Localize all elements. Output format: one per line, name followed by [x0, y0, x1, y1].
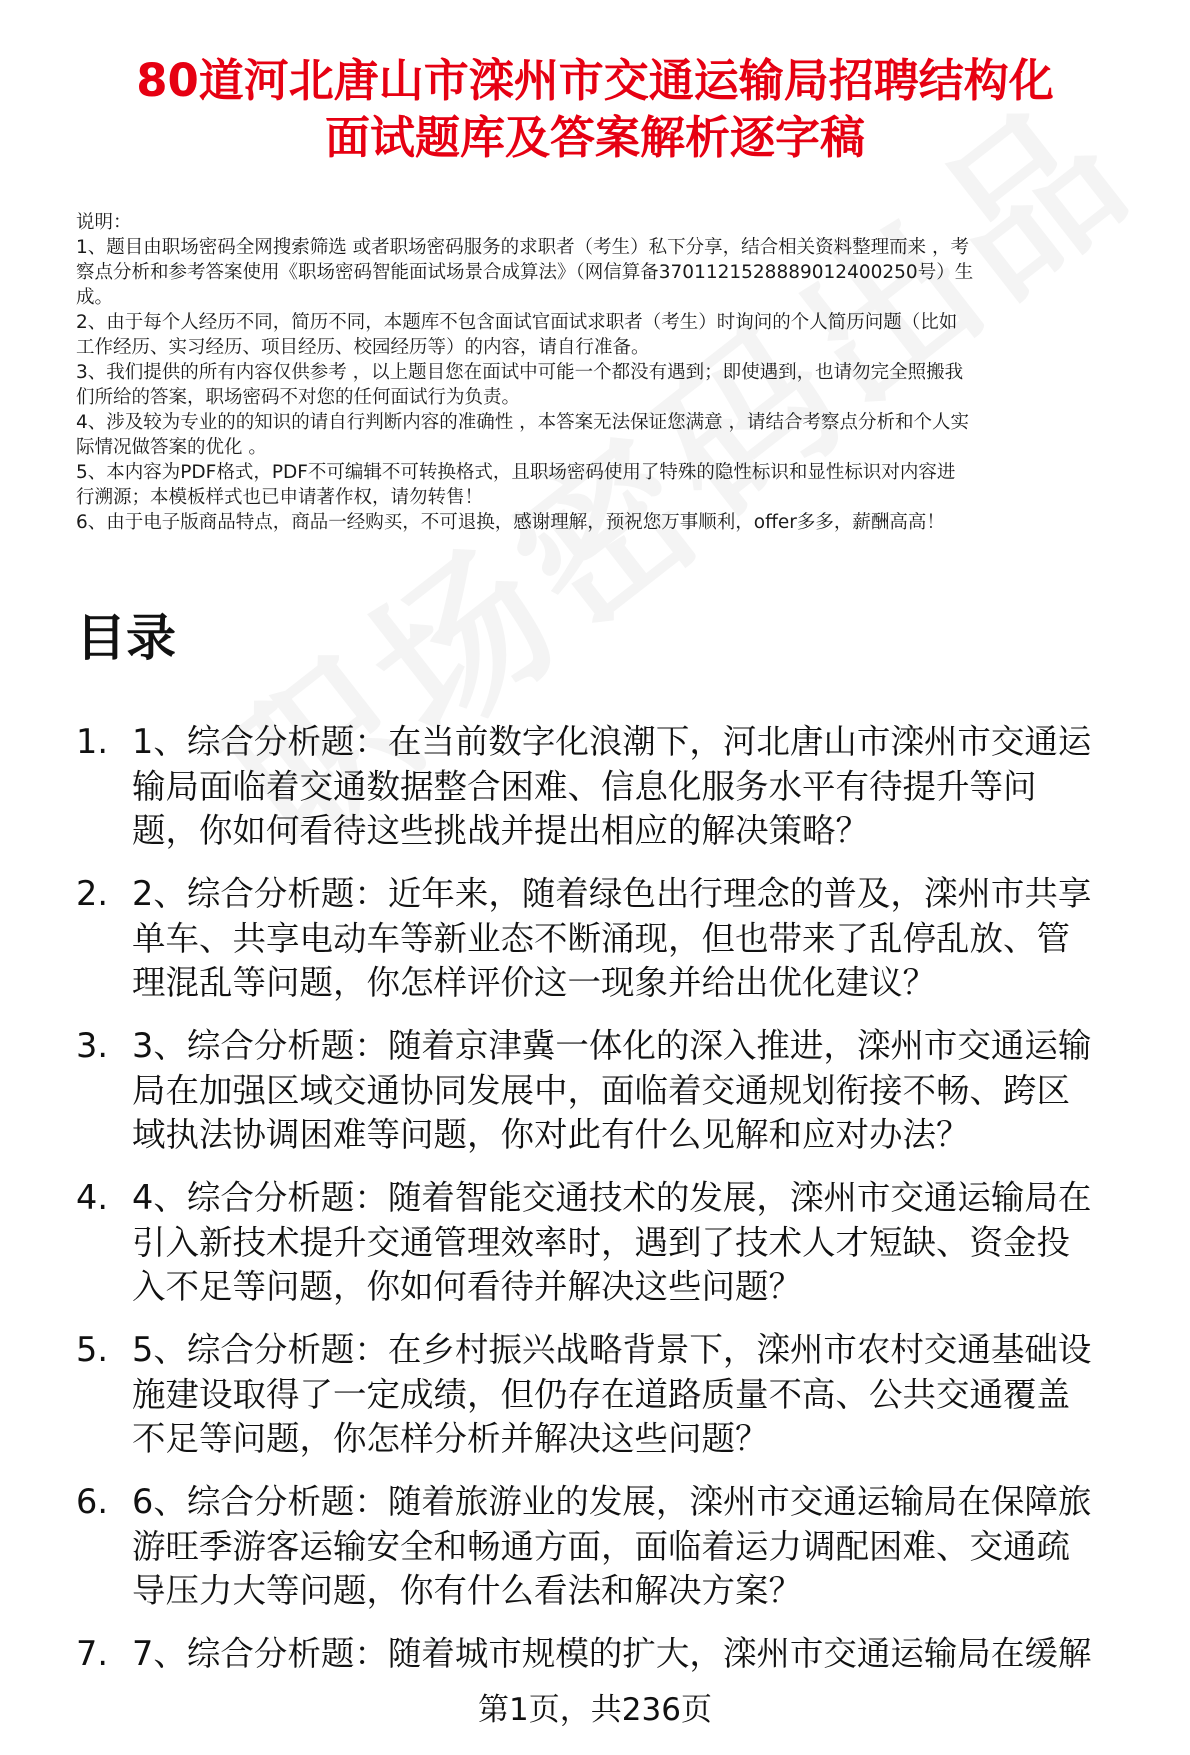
toc-item-text[interactable]: 6、综合分析题：随着旅游业的发展，滦州市交通运输局在保障旅 游旺季游客运输安全和畅通方面，面临着运力调配困难、交通疏 导压力大等问题，你有什么看法和解决方案？ — [132, 1482, 1092, 1610]
notes-line: 们所给的答案，职场密码不对您的任何面试行为负责。 — [76, 387, 521, 408]
notes-line: 成。 — [76, 287, 114, 308]
toc-list — [76, 720, 1176, 1695]
title-line-1: 80道河北唐山市滦州市交通运输局招聘结构化 — [136, 54, 1054, 107]
toc-item[interactable] — [76, 872, 1176, 1006]
toc-item-number: 1. — [76, 722, 108, 761]
notes-section — [76, 210, 1166, 535]
toc-item-number: 3. — [76, 1026, 108, 1065]
toc-item-number: 5. — [76, 1330, 108, 1369]
title-line-2: 面试题库及答案解析逐字稿 — [324, 111, 865, 164]
toc-item[interactable] — [76, 1024, 1176, 1158]
notes-line: 1、题目由职场密码全网搜索筛选 或者职场密码服务的求职者（考生）私下分享，结合相关资料整理而来 ，考 — [76, 237, 970, 258]
notes-line: 工作经历、实习经历、项目经历、校园经历等）的内容，请自行准备。 — [76, 337, 650, 358]
notes-line: 察点分析和参考答案使用《职场密码智能面试场景合成算法》（网信算备3701121528889012400250号）生 — [76, 262, 974, 283]
toc-item[interactable] — [76, 1328, 1176, 1462]
notes-line: 2、由于每个人经历不同，简历不同，本题库不包含面试官面试求职者（考生）时询问的个人简历问题（比如 — [76, 312, 958, 333]
notes-line: 行溯源；本模板样式也已申请著作权，请勿转售！ — [76, 487, 484, 508]
notes-line: 际情况做答案的优化 。 — [76, 437, 267, 458]
toc-item-number: 4. — [76, 1178, 108, 1217]
notes-line: 5、本内容为PDF格式，PDF不可编辑不可转换格式，且职场密码使用了特殊的隐性标识和显性标识对内容进 — [76, 462, 956, 483]
toc-item[interactable] — [76, 1176, 1176, 1310]
notes-line: 6、由于电子版商品特点，商品一经购买，不可退换，感谢理解，预祝您万事顺利，offer多多，薪酬高高！ — [76, 512, 945, 533]
page-number: 第1页，共236页 — [478, 1692, 712, 1728]
toc-item-text[interactable]: 1、综合分析题：在当前数字化浪潮下，河北唐山市滦州市交通运 输局面临着交通数据整合困难、信息化服务水平有待提升等问 题，你如何看待这些挑战并提出相应的解决策略？ — [132, 722, 1092, 850]
document-title — [60, 52, 1130, 166]
notes-heading: 说明： — [76, 212, 132, 233]
toc-item-text[interactable]: 4、综合分析题：随着智能交通技术的发展，滦州市交通运输局在 引入新技术提升交通管理效率时，遇到了技术人才短缺、资金投 入不足等问题，你如何看待并解决这些问题？ — [132, 1178, 1092, 1306]
toc-item-text[interactable]: 2、综合分析题：近年来，随着绿色出行理念的普及，滦州市共享 单车、共享电动车等新业态不断涌现，但也带来了乱停乱放、管 理混乱等问题，你怎样评价这一现象并给出优化建议？ — [132, 874, 1092, 1002]
notes-line: 4、涉及较为专业的的知识的请自行判断内容的准确性 ，本答案无法保证您满意 ，请结合考察点分析和个人实 — [76, 412, 970, 433]
toc-item-number: 6. — [76, 1482, 108, 1521]
toc-heading: 目录 — [76, 609, 176, 667]
toc-item-text[interactable]: 3、综合分析题：随着京津冀一体化的深入推进，滦州市交通运输 局在加强区域交通协同发展中，面临着交通规划衔接不畅、跨区 域执法协调困难等问题，你对此有什么见解和应对办法？ — [132, 1026, 1092, 1154]
toc-item-text[interactable]: 5、综合分析题：在乡村振兴战略背景下，滦州市农村交通基础设 施建设取得了一定成绩，但仍存在道路质量不高、公共交通覆盖 不足等问题，你怎样分析并解决这些问题？ — [132, 1330, 1092, 1458]
toc-item-number: 2. — [76, 874, 108, 913]
toc-item-number: 7. — [76, 1634, 108, 1673]
toc-item[interactable] — [76, 720, 1176, 854]
toc-item[interactable] — [76, 1480, 1176, 1614]
toc-item[interactable] — [76, 1632, 1176, 1677]
toc-item-text[interactable]: 7、综合分析题：随着城市规模的扩大，滦州市交通运输局在缓解 — [132, 1634, 1092, 1673]
notes-line: 3、我们提供的所有内容仅供参考 ，以上题目您在面试中可能一个都没有遇到；即使遇到，也请勿完全照搬我 — [76, 362, 964, 383]
